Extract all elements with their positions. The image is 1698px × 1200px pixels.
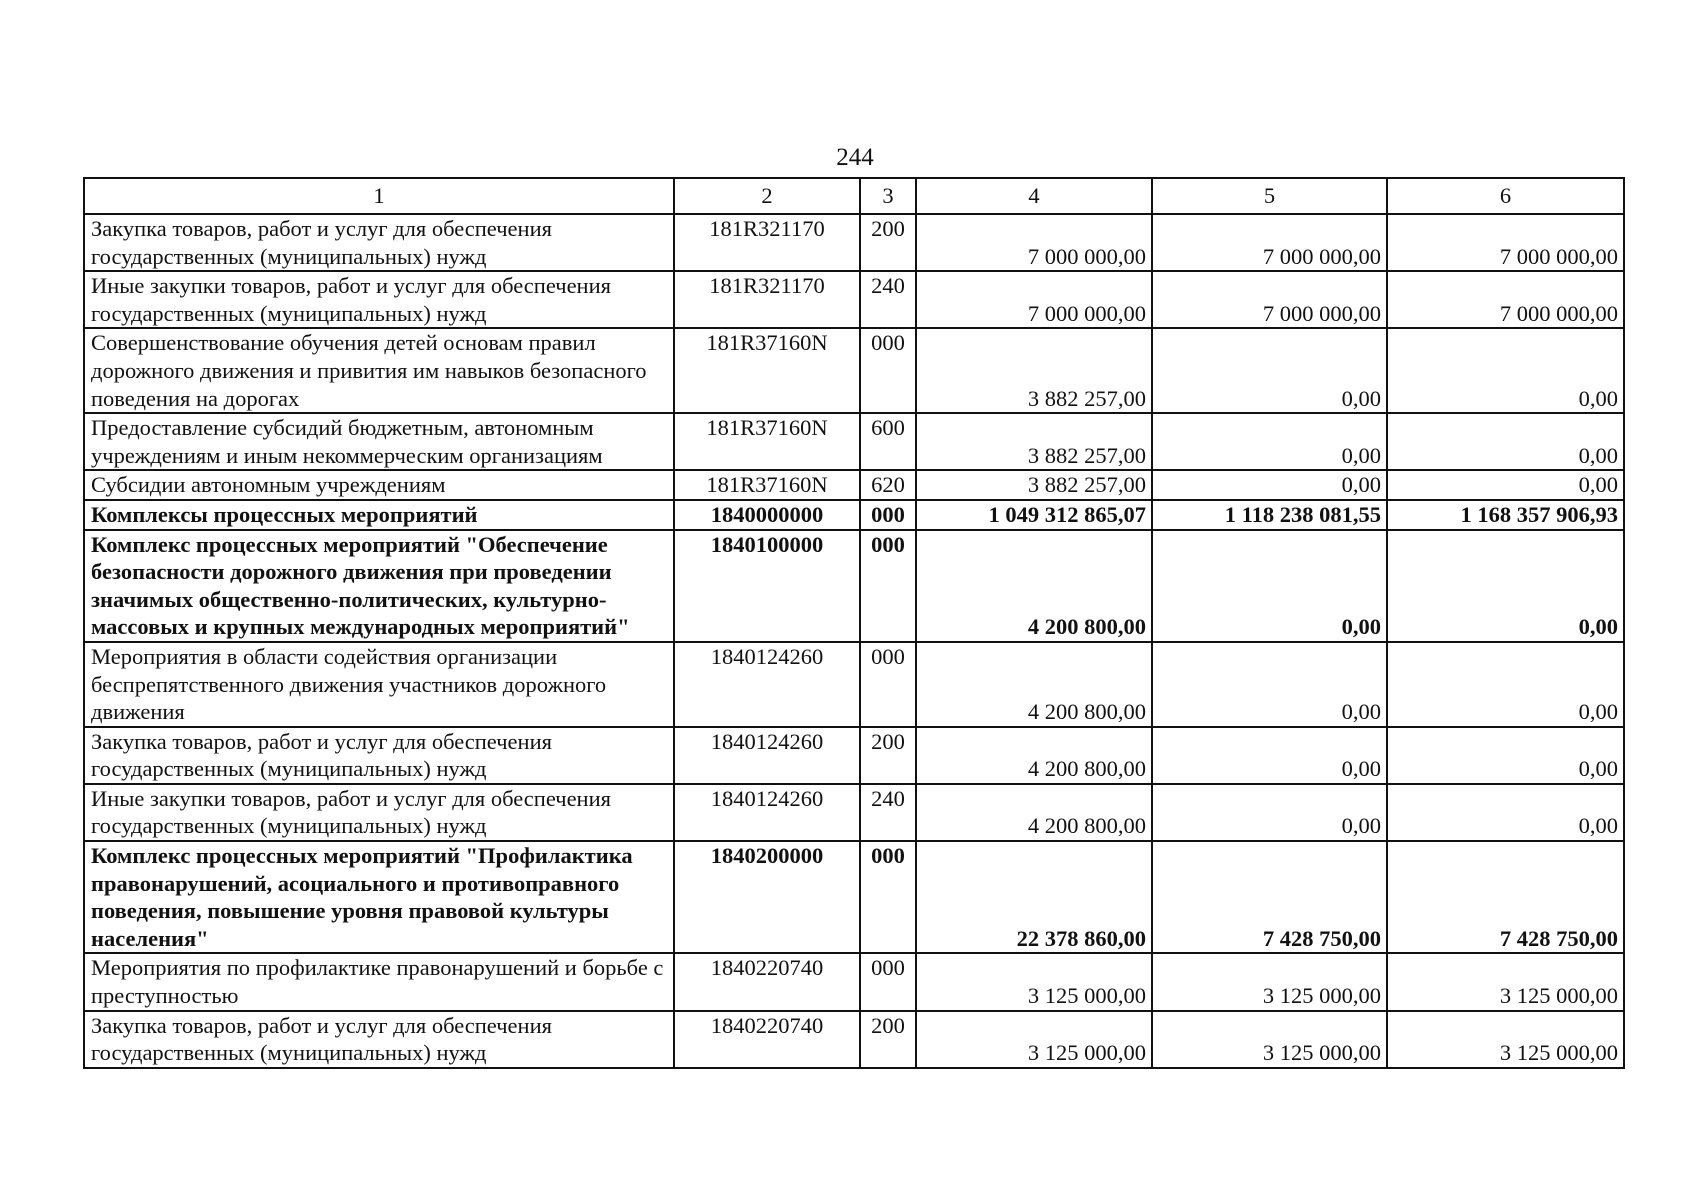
column-header: 4 bbox=[916, 178, 1152, 214]
target-article-cell: 181R37160N bbox=[674, 328, 860, 413]
amount-col4-cell: 7 000 000,00 bbox=[916, 214, 1152, 271]
column-header: 1 bbox=[84, 178, 674, 214]
table-row bbox=[84, 530, 1624, 642]
target-article-cell: 1840124260 bbox=[674, 727, 860, 784]
expense-type-cell: 240 bbox=[860, 784, 916, 841]
target-article-cell: 1840100000 bbox=[674, 530, 860, 642]
row-name-cell: Иные закупки товаров, работ и услуг для обеспечения государственных (муниципальных) нужд bbox=[84, 271, 674, 328]
table-row bbox=[84, 214, 1624, 271]
amount-col4-cell: 4 200 800,00 bbox=[916, 642, 1152, 727]
expense-type-cell: 000 bbox=[860, 530, 916, 642]
amount-col5-cell: 7 000 000,00 bbox=[1152, 214, 1387, 271]
row-name-cell: Комплекс процессных мероприятий "Обеспечение безопасности дорожного движения при проведении значимых общественно-политических, культурно-массовых и крупных международных мероприятий" bbox=[84, 530, 674, 642]
target-article-cell: 181R37160N bbox=[674, 413, 860, 470]
amount-col4-cell: 3 882 257,00 bbox=[916, 470, 1152, 500]
column-number-header bbox=[84, 178, 1624, 214]
amount-col6-cell: 0,00 bbox=[1387, 784, 1624, 841]
amount-col5-cell: 0,00 bbox=[1152, 328, 1387, 413]
amount-col4-cell: 3 882 257,00 bbox=[916, 413, 1152, 470]
amount-col6-cell: 0,00 bbox=[1387, 727, 1624, 784]
amount-col4-cell: 4 200 800,00 bbox=[916, 530, 1152, 642]
target-article-cell: 1840200000 bbox=[674, 841, 860, 953]
expense-type-cell: 600 bbox=[860, 413, 916, 470]
amount-col6-cell: 3 125 000,00 bbox=[1387, 953, 1624, 1010]
target-article-cell: 1840220740 bbox=[674, 953, 860, 1010]
amount-col5-cell: 7 000 000,00 bbox=[1152, 271, 1387, 328]
table-row bbox=[84, 642, 1624, 727]
row-name-cell: Совершенствование обучения детей основам правил дорожного движения и привития им навыков безопасного поведения на дорогах bbox=[84, 328, 674, 413]
row-name-cell: Закупка товаров, работ и услуг для обеспечения государственных (муниципальных) нужд bbox=[84, 727, 674, 784]
target-article-cell: 1840124260 bbox=[674, 642, 860, 727]
amount-col6-cell: 7 000 000,00 bbox=[1387, 214, 1624, 271]
table-row bbox=[84, 470, 1624, 500]
row-name-cell: Закупка товаров, работ и услуг для обеспечения государственных (муниципальных) нужд bbox=[84, 214, 674, 271]
expense-type-cell: 200 bbox=[860, 214, 916, 271]
budget-table bbox=[83, 177, 1625, 1069]
amount-col6-cell: 7 428 750,00 bbox=[1387, 841, 1624, 953]
table-row bbox=[84, 328, 1624, 413]
expense-type-cell: 000 bbox=[860, 841, 916, 953]
amount-col4-cell: 3 125 000,00 bbox=[916, 1011, 1152, 1068]
amount-col6-cell: 0,00 bbox=[1387, 530, 1624, 642]
expense-type-cell: 000 bbox=[860, 953, 916, 1010]
target-article-cell: 181R321170 bbox=[674, 214, 860, 271]
row-name-cell: Комплексы процессных мероприятий bbox=[84, 500, 674, 530]
table-row bbox=[84, 271, 1624, 328]
row-name-cell: Мероприятия в области содействия организации беспрепятственного движения участников дорожного движения bbox=[84, 642, 674, 727]
page-number: 244 bbox=[836, 144, 874, 171]
amount-col4-cell: 4 200 800,00 bbox=[916, 784, 1152, 841]
row-name-cell: Комплекс процессных мероприятий "Профилактика правонарушений, асоциального и противоправного поведения, повышение уровня правовой культуры населения" bbox=[84, 841, 674, 953]
row-name-cell: Субсидии автономным учреждениям bbox=[84, 470, 674, 500]
amount-col5-cell: 3 125 000,00 bbox=[1152, 1011, 1387, 1068]
amount-col5-cell: 0,00 bbox=[1152, 470, 1387, 500]
expense-type-cell: 200 bbox=[860, 1011, 916, 1068]
column-header: 3 bbox=[860, 178, 916, 214]
expense-type-cell: 620 bbox=[860, 470, 916, 500]
table-row bbox=[84, 500, 1624, 530]
amount-col5-cell: 0,00 bbox=[1152, 784, 1387, 841]
amount-col5-cell: 1 118 238 081,55 bbox=[1152, 500, 1387, 530]
table-row bbox=[84, 953, 1624, 1010]
target-article-cell: 1840000000 bbox=[674, 500, 860, 530]
amount-col5-cell: 3 125 000,00 bbox=[1152, 953, 1387, 1010]
amount-col6-cell: 0,00 bbox=[1387, 413, 1624, 470]
column-header: 5 bbox=[1152, 178, 1387, 214]
amount-col5-cell: 0,00 bbox=[1152, 727, 1387, 784]
expense-type-cell: 000 bbox=[860, 642, 916, 727]
table-row bbox=[84, 784, 1624, 841]
amount-col5-cell: 0,00 bbox=[1152, 413, 1387, 470]
amount-col4-cell: 7 000 000,00 bbox=[916, 271, 1152, 328]
table-row bbox=[84, 1011, 1624, 1068]
expense-type-cell: 000 bbox=[860, 328, 916, 413]
row-name-cell: Иные закупки товаров, работ и услуг для обеспечения государственных (муниципальных) нужд bbox=[84, 784, 674, 841]
amount-col6-cell: 0,00 bbox=[1387, 642, 1624, 727]
amount-col5-cell: 0,00 bbox=[1152, 642, 1387, 727]
table-row bbox=[84, 727, 1624, 784]
row-name-cell: Мероприятия по профилактике правонарушений и борьбе с преступностью bbox=[84, 953, 674, 1010]
expense-type-cell: 240 bbox=[860, 271, 916, 328]
amount-col4-cell: 3 882 257,00 bbox=[916, 328, 1152, 413]
amount-col6-cell: 3 125 000,00 bbox=[1387, 1011, 1624, 1068]
amount-col4-cell: 3 125 000,00 bbox=[916, 953, 1152, 1010]
amount-col5-cell: 0,00 bbox=[1152, 530, 1387, 642]
column-header: 6 bbox=[1387, 178, 1624, 214]
target-article-cell: 1840124260 bbox=[674, 784, 860, 841]
amount-col4-cell: 4 200 800,00 bbox=[916, 727, 1152, 784]
target-article-cell: 181R321170 bbox=[674, 271, 860, 328]
amount-col6-cell: 7 000 000,00 bbox=[1387, 271, 1624, 328]
row-name-cell: Закупка товаров, работ и услуг для обеспечения государственных (муниципальных) нужд bbox=[84, 1011, 674, 1068]
table-row bbox=[84, 841, 1624, 953]
amount-col6-cell: 1 168 357 906,93 bbox=[1387, 500, 1624, 530]
table-row bbox=[84, 413, 1624, 470]
amount-col4-cell: 1 049 312 865,07 bbox=[916, 500, 1152, 530]
target-article-cell: 181R37160N bbox=[674, 470, 860, 500]
row-name-cell: Предоставление субсидий бюджетным, автономным учреждениям и иным некоммерческим организациям bbox=[84, 413, 674, 470]
amount-col4-cell: 22 378 860,00 bbox=[916, 841, 1152, 953]
expense-type-cell: 200 bbox=[860, 727, 916, 784]
amount-col6-cell: 0,00 bbox=[1387, 328, 1624, 413]
column-header: 2 bbox=[674, 178, 860, 214]
amount-col5-cell: 7 428 750,00 bbox=[1152, 841, 1387, 953]
expense-type-cell: 000 bbox=[860, 500, 916, 530]
table-body bbox=[84, 214, 1624, 1068]
target-article-cell: 1840220740 bbox=[674, 1011, 860, 1068]
amount-col6-cell: 0,00 bbox=[1387, 470, 1624, 500]
